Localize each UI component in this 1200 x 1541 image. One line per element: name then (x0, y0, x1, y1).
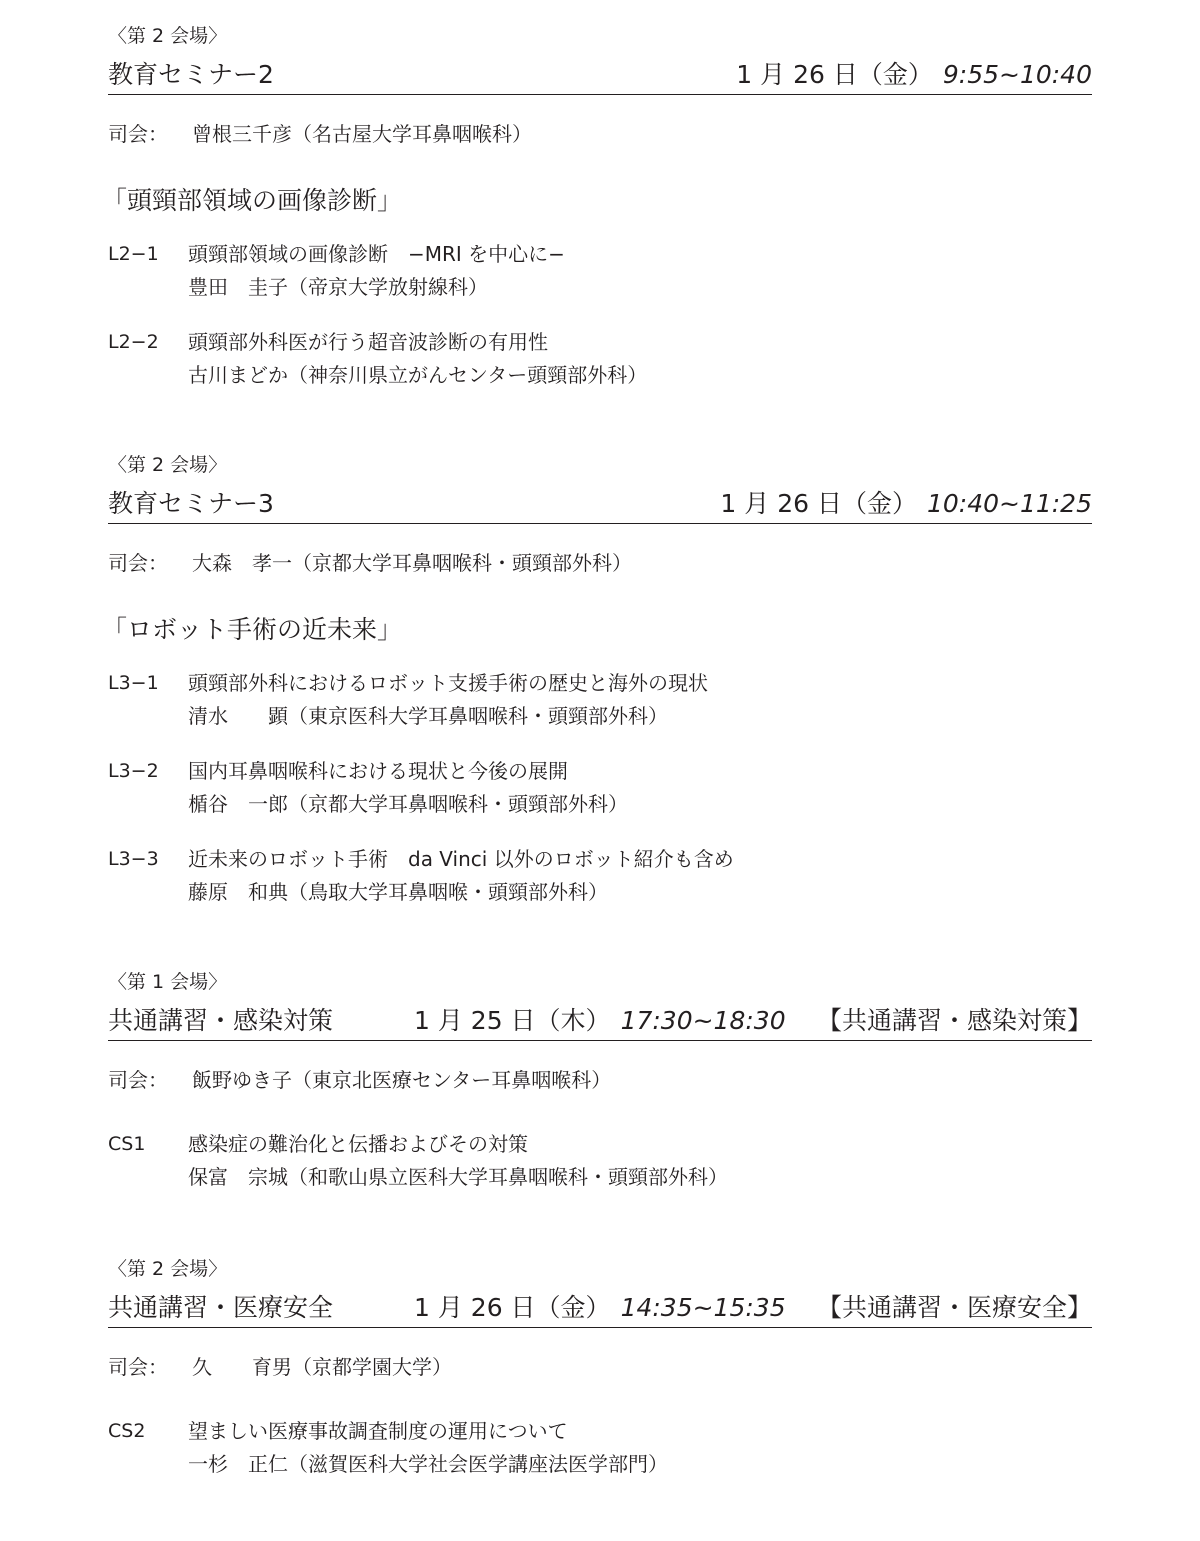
session-theme: 「ロボット手術の近未来」 (102, 615, 403, 644)
section-title: 教育セミナー3 (108, 489, 274, 518)
session-time: 9:55~10:40 (942, 60, 1092, 89)
lecture-title: 頭頸部領域の画像診断 −MRI を中心に− (188, 242, 565, 266)
lecture-speaker: 楯谷 一郎（京都大学耳鼻咽喉科・頭頸部外科） (188, 792, 628, 816)
section-header (108, 487, 1092, 524)
lecture-title: 近未来のロボット手術 da Vinci 以外のロボット紹介も含め (188, 847, 734, 871)
lecture-code: CS1 (108, 1133, 146, 1155)
lecture-code: L2−1 (108, 243, 159, 265)
session-date: 1 月 26 日（金） (720, 489, 917, 518)
session-date: 1 月 25 日（木） (414, 1006, 611, 1035)
chair-name: 飯野ゆき子（東京北医療センター耳鼻咽喉科） (192, 1068, 612, 1092)
session-date: 1 月 26 日（金） (736, 60, 933, 89)
venue-label: 〈第 2 会場〉 (108, 1258, 228, 1280)
lecture-item (108, 240, 1092, 304)
lecture-title: 頭頸部外科におけるロボット支援手術の歴史と海外の現状 (188, 671, 708, 695)
chair-name: 大森 孝一（京都大学耳鼻咽喉科・頭頸部外科） (192, 551, 632, 575)
chair-name: 曾根三千彦（名古屋大学耳鼻咽喉科） (192, 122, 532, 146)
session-datetime (720, 487, 1092, 521)
lecture-speaker: 古川まどか（神奈川県立がんセンター頭頸部外科） (188, 363, 648, 387)
lecture-code: L3−3 (108, 848, 159, 870)
chair-name: 久 育男（京都学園大学） (192, 1355, 452, 1379)
chair-label: 司会： (108, 551, 168, 575)
session-datetime (414, 1004, 786, 1038)
lecture-speaker: 保富 宗城（和歌山県立医科大学耳鼻咽喉科・頭頸部外科） (188, 1165, 728, 1189)
chair-label: 司会： (108, 1068, 168, 1092)
chair-line (108, 120, 532, 148)
lecture-code: L2−2 (108, 331, 159, 353)
lecture-code: CS2 (108, 1420, 146, 1442)
lecture-title: 国内耳鼻咽喉科における現状と今後の展開 (188, 759, 568, 783)
lecture-speaker: 藤原 和典（鳥取大学耳鼻咽喉・頭頸部外科） (188, 880, 608, 904)
lecture-title: 頭頸部外科医が行う超音波診断の有用性 (188, 330, 548, 354)
venue-label: 〈第 1 会場〉 (108, 971, 228, 993)
lecture-speaker: 一杉 正仁（滋賀医科大学社会医学講座法医学部門） (188, 1452, 668, 1476)
session-time: 17:30~18:30 (620, 1006, 786, 1035)
lecture-item (108, 757, 1092, 821)
lecture-title: 望ましい医療事故調査制度の運用について (188, 1419, 568, 1443)
lecture-speaker: 豊田 圭子（帝京大学放射線科） (188, 275, 488, 299)
course-tag: 【共通講習・医療安全】 (816, 1293, 1092, 1322)
session-date: 1 月 26 日（金） (414, 1293, 611, 1322)
section-title: 共通講習・医療安全 (108, 1293, 334, 1322)
lecture-item (108, 669, 1092, 733)
session-datetime (736, 58, 1092, 92)
chair-line (108, 1066, 611, 1094)
venue-label: 〈第 2 会場〉 (108, 454, 228, 476)
lecture-item (108, 845, 1092, 909)
lecture-item (108, 1130, 1092, 1194)
lecture-item (108, 328, 1092, 392)
course-tag: 【共通講習・感染対策】 (816, 1006, 1092, 1035)
session-datetime (414, 1291, 786, 1325)
lecture-title: 感染症の難治化と伝播およびその対策 (188, 1132, 528, 1156)
section-header (108, 1291, 1092, 1328)
section-header (108, 1004, 1092, 1041)
lecture-code: L3−2 (108, 760, 159, 782)
chair-label: 司会： (108, 122, 168, 146)
lecture-code: L3−1 (108, 672, 159, 694)
chair-label: 司会： (108, 1355, 168, 1379)
lecture-speaker: 清水 顕（東京医科大学耳鼻咽喉科・頭頸部外科） (188, 704, 668, 728)
session-time: 14:35~15:35 (620, 1293, 786, 1322)
section-header (108, 58, 1092, 95)
venue-label: 〈第 2 会場〉 (108, 25, 228, 47)
lecture-item (108, 1417, 1092, 1481)
chair-line (108, 1353, 452, 1381)
session-time: 10:40~11:25 (926, 489, 1092, 518)
chair-line (108, 549, 632, 577)
session-theme: 「頭頸部領域の画像診断」 (102, 186, 403, 215)
section-title: 教育セミナー2 (108, 60, 274, 89)
section-title: 共通講習・感染対策 (108, 1006, 334, 1035)
